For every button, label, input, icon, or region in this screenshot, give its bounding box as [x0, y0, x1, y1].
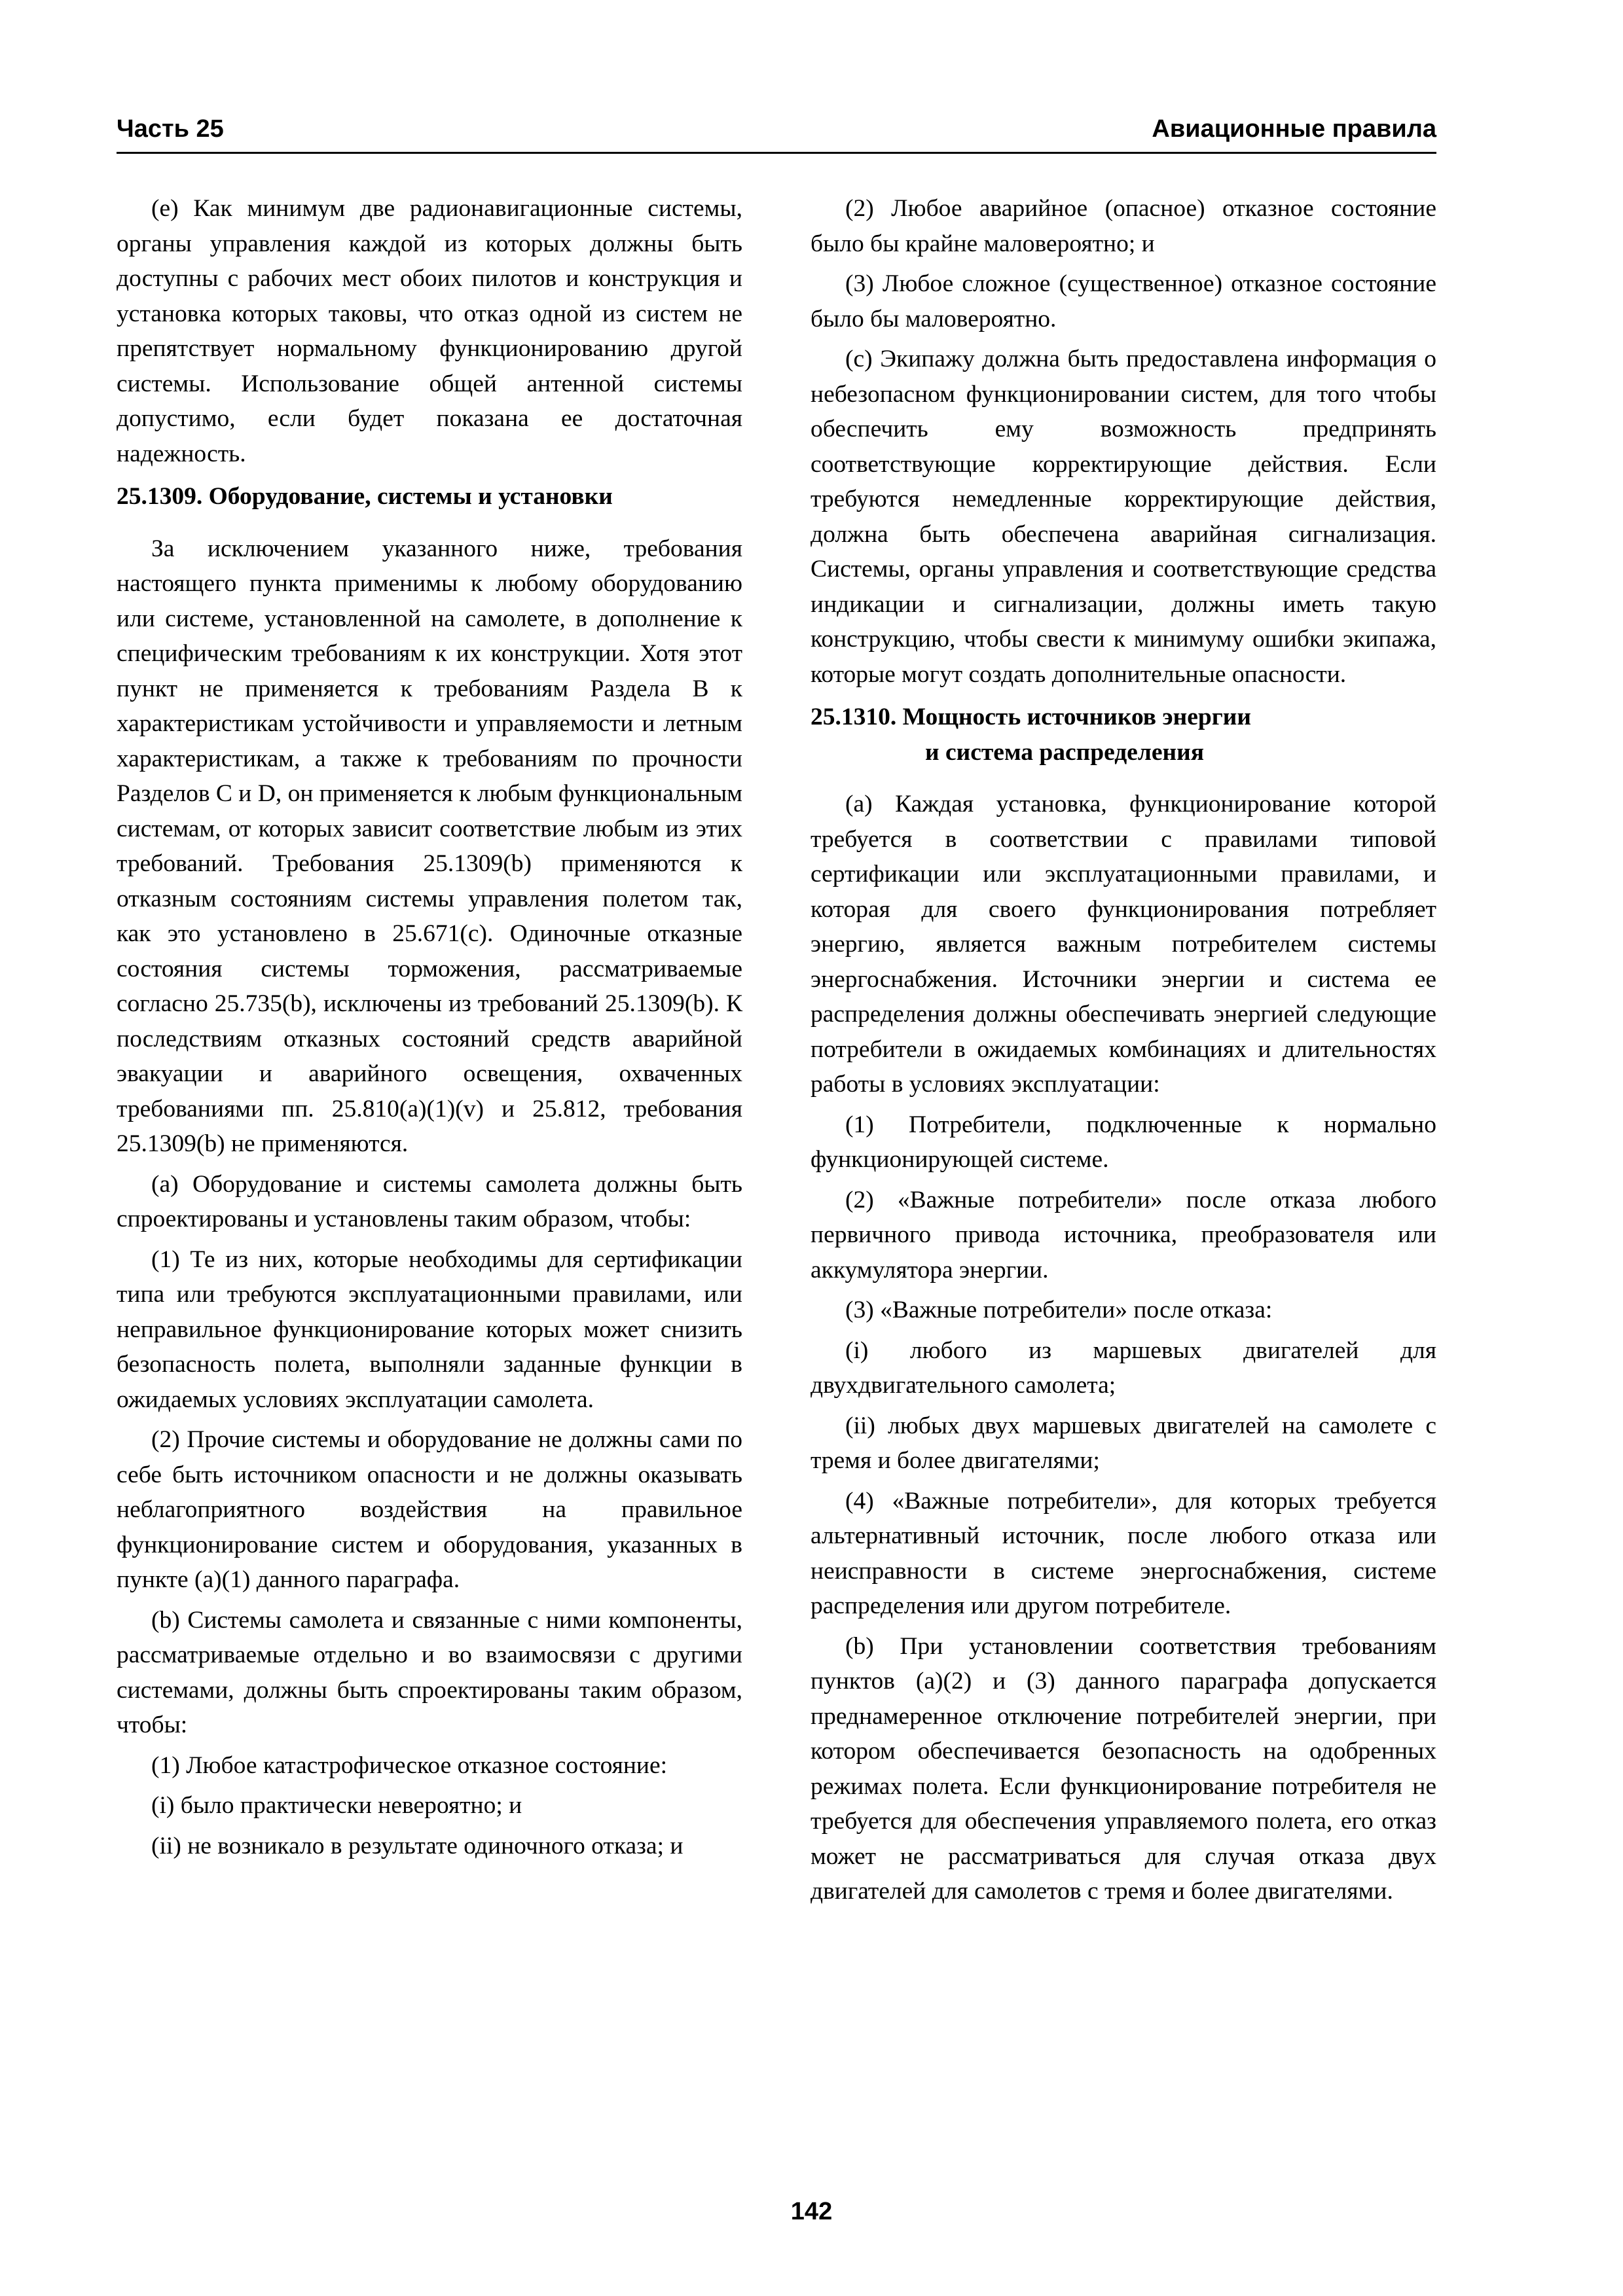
section-heading-25-1310 [811, 700, 1436, 770]
left-column [117, 191, 742, 1869]
header-rule [117, 152, 1436, 154]
paragraph: (3) «Важные потребители» после отказа: [845, 1297, 1273, 1323]
paragraph: (ii) любых двух маршевых двигателей на самолете с тремя и более двигателями; [811, 1412, 1436, 1474]
paragraph: За исключением указанного ниже, требования настоящего пункта применимы к любому оборудованию или системе, установленной на самолете, в дополнение к специфическим требованиям к их конструкции. Хотя этот пункт не применяется к требованиям Раздела B к характеристикам устойчивости и управляемости и летным характеристикам, а также к требованиям по прочности Разделов C и D, он применяется к любым функциональным системам, от которых зависит соответствие любым из этих требований. Требования 25.1309(b) применяются к отказным состояниям системы управления полетом так, как это установлено в 25.671(c). Одиночные отказные состояния системы торможения, рассматриваемые согласно 25.735(b), исключены из требований 25.1309(b). К последствиям отказных состояний средств аварийной эвакуации и аварийного освещения, охваченных требованиями пп. 25.810(a)(1)(v) и 25.812, требования 25.1309(b) не применяются. [117, 535, 742, 1157]
paragraph: (2) «Важные потребители» после отказа любого первичного привода источника, преобразователя или аккумулятора энергии. [811, 1186, 1436, 1283]
section-heading-25-1309: 25.1309. Оборудование, системы и установки [117, 483, 613, 510]
page-number: 142 [790, 2198, 833, 2225]
paragraph: (е) Как минимум две радионавигационные системы, органы управления каждой из которых должны быть доступны с рабочих мест обоих пилотов и конструкция и установка которых таковы, что отказ одной из систем не препятствует нормальному функционированию другой системы. Использование общей антенной системы допустимо, если будет показана ее достаточная надежность. [117, 195, 742, 467]
paragraph: (i) было практически невероятно; и [151, 1792, 522, 1819]
paragraph: (4) «Важные потребители», для которых требуется альтернативный источник, после любого отказа или неисправности в системе энергоснабжения, системе распределения или другом потребителе. [811, 1487, 1436, 1619]
header-part-label: Часть 25 [117, 115, 224, 143]
paragraph: (b) Системы самолета и связанные с ними компоненты, рассматриваемые отдельно и во взаимосвязи с другими системами, должны быть спроектированы таким образом, чтобы: [117, 1606, 742, 1738]
paragraph: (ii) не возникало в результате одиночного отказа; и [151, 1832, 684, 1859]
header-document-title: Авиационные правила [1152, 115, 1436, 143]
paragraph: (а) Каждая установка, функционирование которой требуется в соответствии с правилами типовой сертификации или эксплуатационными правилами, и которая для своего функционирования потребляет энергию, является важным потребителем системы энергоснабжения. Источники энергии и система ее распределения должны обеспечивать энергией следующие потребители в ожидаемых комбинациях и длительностях работы в условиях эксплуатации: [811, 791, 1436, 1098]
paragraph: (1) Любое катастрофическое отказное состояние: [151, 1751, 668, 1779]
paragraph: (1) Те из них, которые необходимы для сертификации типа или требуются эксплуатационными правилами, или неправильное функционирование которых может снизить безопасность полета, выполняли заданные функции в ожидаемых условиях эксплуатации самолета. [117, 1246, 742, 1413]
heading-line-2: и система распределения [925, 738, 1205, 766]
right-column [811, 191, 1436, 1914]
paragraph: (2) Прочие системы и оборудование не должны сами по себе быть источником опасности и не должны оказывать неблагоприятного воздействия на правильное функционирование систем и оборудования, указанных в пункте (a)(1) данного параграфа. [117, 1426, 742, 1593]
paragraph: (с) Экипажу должна быть предоставлена информация о небезопасном функционировании систем, для того чтобы обеспечить ему возможность предпринять соответствующие корректирующие действия. Если требуются немедленные корректирующие действия, должна быть обеспечена аварийная сигнализация. Системы, органы управления и соответствующие средства индикации и сигнализации, должны иметь такую конструкцию, чтобы свести к минимуму ошибки экипажа, которые могут создать дополнительные опасности. [811, 346, 1436, 688]
heading-line-1: 25.1310. Мощность источников энергии [811, 704, 1251, 730]
running-header [117, 115, 1436, 151]
paragraph: (1) Потребители, подключенные к нормально функционирующей системе. [811, 1111, 1436, 1173]
paragraph: (a) Оборудование и системы самолета должны быть спроектированы и установлены таким образом, чтобы: [117, 1170, 742, 1232]
paragraph: (3) Любое сложное (существенное) отказное состояние было бы маловероятно. [811, 270, 1436, 332]
paragraph: (2) Любое аварийное (опасное) отказное состояние было бы крайне маловероятно; и [811, 195, 1436, 257]
paragraph: (b) При установлении соответствия требованиям пунктов (a)(2) и (3) данного параграфа допускается преднамеренное отключение потребителей энергии, при котором обеспечивается безопасность на одобренных режимах полета. Если функционирование потребителя не требуется для обеспечения управляемого полета, его отказ может не рассматриваться для случая отказа двух двигателей для самолетов с тремя и более двигателями. [811, 1632, 1436, 1905]
paragraph: (i) любого из маршевых двигателей для двухдвигательного самолета; [811, 1336, 1436, 1399]
